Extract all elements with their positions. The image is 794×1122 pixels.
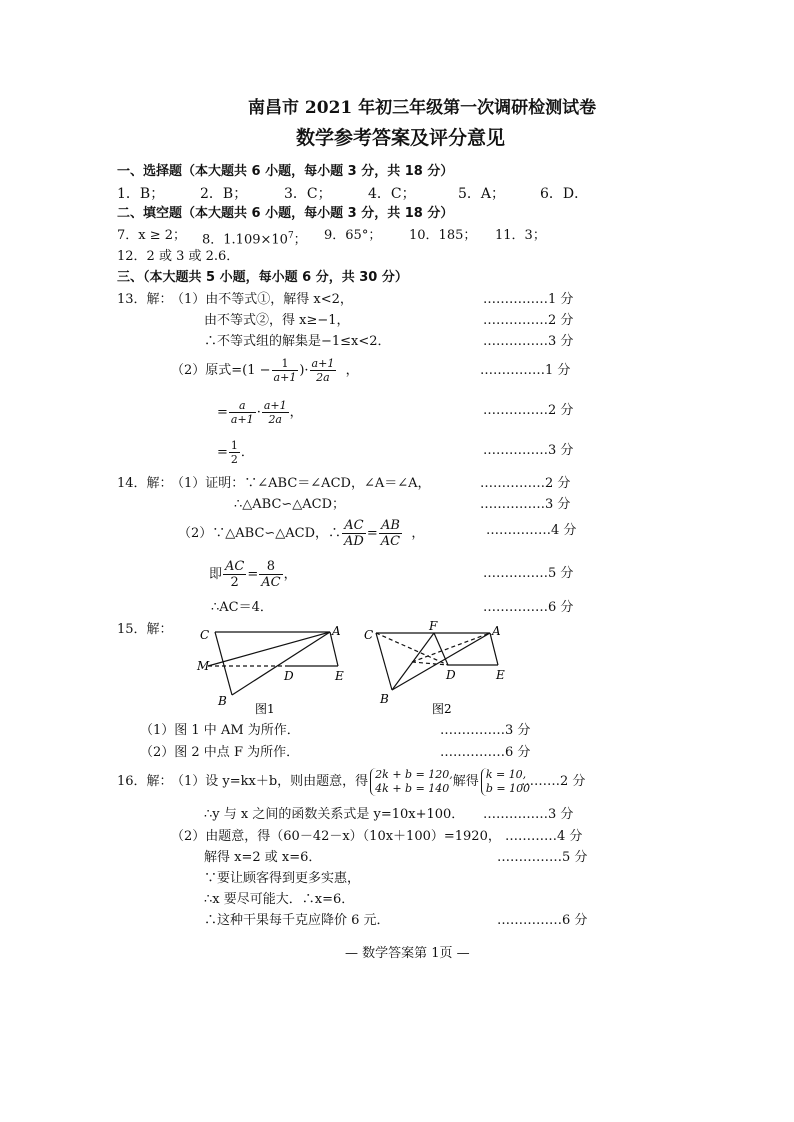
q14-frac-4 <box>259 559 282 590</box>
q13-dot: · <box>256 405 261 420</box>
q14-score-1: ……………2 分 <box>480 476 571 491</box>
q16-line-2: ∴y 与 x 之间的函数关系式是 y=10x+100． <box>204 807 465 822</box>
page-title: 南昌市 2021 年初三年级第一次调研检测试卷 <box>248 98 597 118</box>
q14-frac-1 <box>342 518 366 549</box>
fig2-label-e: E <box>496 668 505 682</box>
q14-part-2 <box>178 516 424 552</box>
q16-line-1-mid: 解得 <box>452 774 479 789</box>
q14-frac-2-num: AB <box>379 518 402 534</box>
q14-label: 14．解： <box>117 476 173 491</box>
fig2-label-c: C <box>364 628 374 642</box>
q14-score-5: ……………6 分 <box>483 600 574 615</box>
q13-frac-3 <box>229 399 256 426</box>
q16-line-3: （2）由题意，得（60－42－x）（10x＋100）=1920， <box>171 829 501 844</box>
answer-8 <box>202 228 307 248</box>
fig1-caption: 图1 <box>255 702 275 716</box>
q13-frac-4-den: 2a <box>268 413 282 426</box>
q13-score-3: ……………3 分 <box>483 334 574 349</box>
q13-label: 13．解： <box>117 292 173 307</box>
q16-system-2-eq-a: k = 10, <box>485 767 527 781</box>
q13-eq-sign-2: = <box>217 445 228 460</box>
q16-line-7: ∴这种干果每千克应降价 6 元． <box>204 913 390 928</box>
q16-system-1-eq-b: 4k + b = 140 <box>375 781 450 795</box>
q13-frac-1-den: a+1 <box>273 371 297 384</box>
q13-frac-1 <box>272 357 299 384</box>
q13-paren-close: )· <box>299 363 309 378</box>
answer-10: 10．185； <box>409 228 477 243</box>
q16-line-5: ∵要让顾客得到更多实惠， <box>204 871 361 886</box>
q14-frac-1-den: AD <box>344 534 364 549</box>
q15-score-2: ……………6 分 <box>440 745 531 760</box>
q13-eq-sign: = <box>217 405 228 420</box>
q13-score-4: ……………1 分 <box>480 363 571 378</box>
q13-frac-2-den: 2a <box>316 371 330 384</box>
q15-line-1: （1）图 1 中 AM 为所作． <box>140 723 300 738</box>
fig1-label-e: E <box>335 669 344 683</box>
answer-7: 7．x ≥ 2； <box>117 228 187 243</box>
q13-line-2: 由不等式②，得 x≥−1， <box>204 313 350 328</box>
q15-figure-2 <box>362 617 527 717</box>
q14-line-2: ∴△ABC∽△ACD； <box>234 497 346 512</box>
q14-eq: = <box>366 526 378 541</box>
answer-8-base: 8．1.109×10 <box>202 232 288 248</box>
q14-frac-4-den: AC <box>261 575 281 590</box>
q13-step-2 <box>217 398 303 428</box>
q13-part-2-prefix: （2）原式=(1 − <box>171 363 271 378</box>
q13-frac-4-num: a+1 <box>263 399 287 412</box>
q14-frac-4-num: 8 <box>259 559 282 575</box>
q16-line-6: ∴x 要尽可能大．∴x=6． <box>204 892 355 907</box>
answer-4: 4．C； <box>368 186 416 202</box>
answer-12: 12．2 或 3 或 2.6． <box>117 249 240 264</box>
q16-score-2: ……………3 分 <box>483 807 574 822</box>
fig1-label-c: C <box>200 628 210 642</box>
q14-comma: ， <box>411 526 425 541</box>
q14-eq-2: = <box>247 567 259 582</box>
q13-period: ． <box>240 445 254 460</box>
q13-step-3 <box>217 438 254 468</box>
q13-line-3: ∴不等式组的解集是−1≤x<2． <box>204 334 391 349</box>
q16-line-1-prefix: （1）设 y=kx＋b，则由题意，得 <box>171 774 369 789</box>
q13-frac-1-num: 1 <box>272 357 299 371</box>
q15-figure-1 <box>190 620 360 720</box>
fig2-label-f: F <box>429 619 438 633</box>
q14-step-4 <box>209 557 297 593</box>
answer-2: 2．B； <box>200 186 248 202</box>
q16-score-3: …………4 分 <box>505 829 583 844</box>
fig2-label-d: D <box>446 668 456 682</box>
q13-part-2 <box>171 356 359 386</box>
fig2-label-a: A <box>492 624 501 638</box>
q13-frac-5-den: 2 <box>230 453 238 466</box>
q16-line-4: 解得 x=2 或 x=6． <box>204 850 322 865</box>
answer-1: 1．B； <box>117 186 165 202</box>
q16-system-1 <box>370 768 453 796</box>
q13-comma-2: ， <box>289 405 303 420</box>
q13-comma: ， <box>345 363 359 378</box>
q14-score-3: ……………4 分 <box>486 523 577 538</box>
q15-line-2: （2）图 2 中点 F 为所作． <box>140 745 300 760</box>
answer-5: 5．A； <box>458 186 506 202</box>
q14-frac-1-num: AC <box>342 518 366 534</box>
fig2-caption: 图2 <box>432 702 452 716</box>
q13-score-5: ……………2 分 <box>483 403 574 418</box>
q13-line-1: （1）由不等式①，解得 x<2， <box>171 292 353 307</box>
q14-step-4-prefix: 即 <box>209 567 223 582</box>
q13-score-2: ……………2 分 <box>483 313 574 328</box>
q14-line-1: （1）证明：∵∠ABC＝∠ACD，∠A＝∠A， <box>171 476 431 491</box>
q16-line-1 <box>171 766 530 798</box>
q15-score-1: ……………3 分 <box>440 723 531 738</box>
answer-6: 6．D． <box>540 186 589 202</box>
answer-8-tail: ； <box>293 232 307 248</box>
fig1-label-a: A <box>332 624 341 638</box>
q14-frac-3 <box>223 559 246 590</box>
q14-frac-2-den: AC <box>380 534 401 549</box>
fig1-label-d: D <box>284 669 294 683</box>
section-2-header: 二、填空题（本大题共 6 小题，每小题 3 分，共 18 分） <box>117 206 454 221</box>
answer-8-exponent: 7 <box>287 231 294 241</box>
fig1-label-m: M <box>197 659 210 673</box>
q16-score-5: ……………6 分 <box>497 913 588 928</box>
q16-system-2-eq-b: b = 100 <box>485 781 531 795</box>
q13-frac-2-num: a+1 <box>311 357 335 370</box>
q13-frac-2 <box>310 357 337 384</box>
q14-score-2: ……………3 分 <box>480 497 571 512</box>
answer-3: 3．C； <box>284 186 332 202</box>
q16-score-4: ……………5 分 <box>497 850 588 865</box>
q13-frac-5-num: 1 <box>230 439 238 452</box>
q13-frac-4 <box>262 399 289 426</box>
q16-system-1-eq-a: 2k + b = 120, <box>375 767 453 781</box>
q13-frac-3-den: a+1 <box>230 413 254 426</box>
section-1-header: 一、选择题（本大题共 6 小题，每小题 3 分，共 18 分） <box>117 164 454 179</box>
fig2-label-b: B <box>380 692 389 706</box>
q13-frac-5 <box>229 439 240 466</box>
q16-label: 16．解： <box>117 774 173 789</box>
q14-frac-2 <box>379 518 402 549</box>
q14-line-5: ∴AC＝4． <box>211 600 273 615</box>
answer-9: 9．65°； <box>324 228 382 243</box>
fig1-label-b: B <box>218 694 227 708</box>
q13-score-1: ……………1 分 <box>483 292 574 307</box>
q14-frac-3-den: 2 <box>230 575 239 590</box>
q15-label: 15．解： <box>117 622 173 637</box>
page-footer: — 数学答案第 1页 — <box>345 946 470 961</box>
q16-score-1: ………2 分 <box>521 774 586 789</box>
q14-part-2-prefix: （2）∵△ABC∽△ACD，∴ <box>178 526 342 541</box>
q14-comma-2: ， <box>283 567 297 582</box>
answer-11: 11．3； <box>495 228 546 243</box>
q14-frac-3-num: AC <box>225 559 245 574</box>
q13-frac-3-num: a <box>229 399 256 413</box>
section-3-header: 三、（本大题共 5 小题，每小题 6 分，共 30 分） <box>117 270 408 285</box>
q14-score-4: ……………5 分 <box>483 566 574 581</box>
q13-score-6: ……………3 分 <box>483 443 574 458</box>
page-subtitle: 数学参考答案及评分意见 <box>296 127 506 149</box>
